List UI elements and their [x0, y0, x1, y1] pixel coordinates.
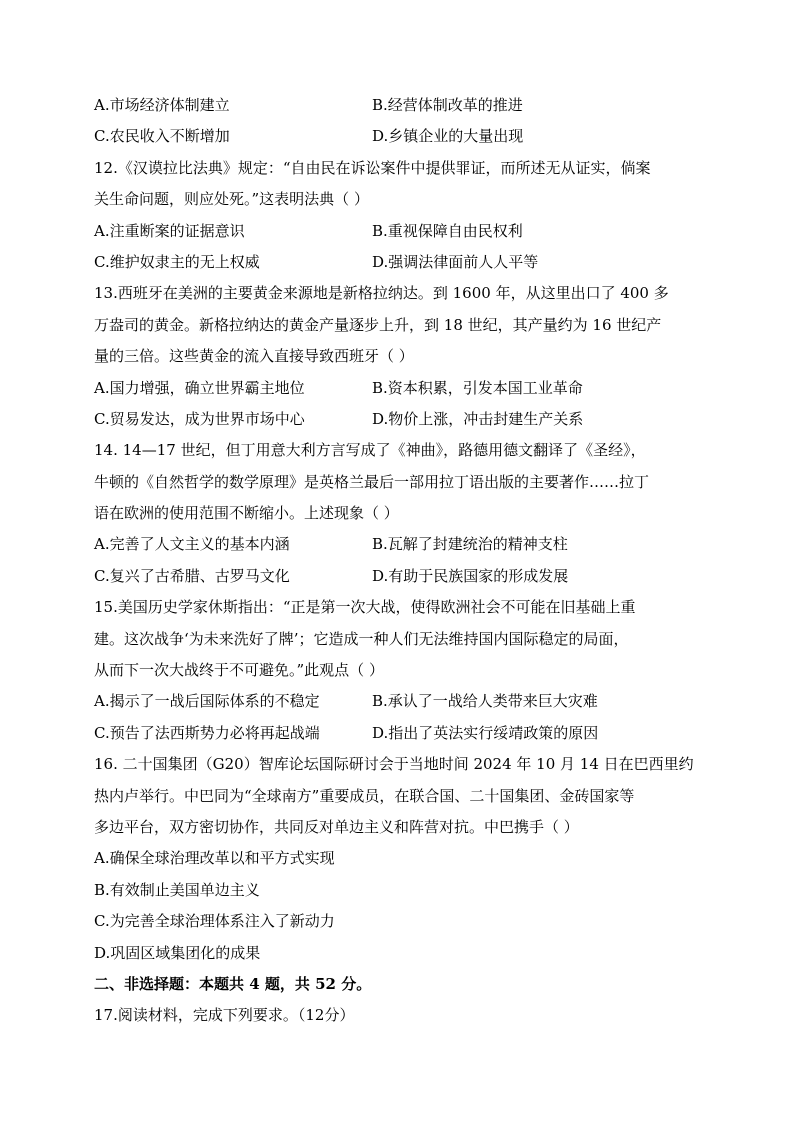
- q15-option-b: B.承认了一战给人类带来巨大灾难: [372, 692, 598, 711]
- q14-options-row-1: [94, 529, 714, 560]
- q15-stem-line-2: 建。这次战争‘为未来洗好了牌’；它造成一种人们无法维持国内国际稳定的局面，: [94, 629, 629, 648]
- q12-option-a: A.注重断案的证据意识: [94, 221, 245, 240]
- q12-options-row-2: [94, 247, 714, 278]
- q15-stem-line-3: 从而下一次大战终于不可避免。”此观点（ ）: [94, 661, 384, 680]
- q13-stem-line-2: 万盎司的黄金。新格拉纳达的黄金产量逐步上升，到 18 世纪，其产量约为 16 世纪产: [94, 315, 662, 334]
- q16-option-b: B.有效制止美国单边主义: [94, 880, 260, 899]
- q14-stem-line-2: 牛顿的《自然哲学的数学原理》是英格兰最后一部用拉丁语出版的主要著作……拉丁: [94, 472, 650, 491]
- q15-option-c: C.预告了法西斯势力必将再起战端: [94, 723, 320, 742]
- q16-stem-line-2: 热内卢举行。中巴同为“全球南方”重要成员，在联合国、二十国集团、金砖国家等: [94, 786, 635, 805]
- q13-option-d: D.物价上涨，冲击封建生产关系: [372, 409, 584, 428]
- q15-option-d: D.指出了英法实行绥靖政策的原因: [372, 723, 599, 742]
- q13-option-a: A.国力增强，确立世界霸主地位: [94, 378, 305, 397]
- q13-option-c: C.贸易发达，成为世界市场中心: [94, 409, 305, 428]
- q15-options-row-1: [94, 686, 714, 717]
- q14-stem-line-1: 14. 14—17 世纪，但丁用意大利方言写成了《神曲》，路德用德文翻译了《圣经》，: [94, 441, 646, 460]
- q12-option-b: B.重视保障自由民权利: [372, 221, 523, 240]
- q11-option-b: B.经营体制改革的推进: [372, 96, 523, 114]
- q16-option-c: C.为完善全球治理体系注入了新动力: [94, 912, 335, 931]
- q15-option-a: A.揭示了一战后国际体系的不稳定: [94, 692, 320, 711]
- q14-option-b: B.瓦解了封建统治的精神支柱: [372, 535, 568, 554]
- q16-option-d: D.巩固区域集团化的成果: [94, 943, 261, 962]
- q15-options-row-2: [94, 718, 714, 749]
- q11-options-row-2: [94, 121, 714, 152]
- q13-options-row-1: [94, 373, 714, 404]
- q14-option-c: C.复兴了古希腊、古罗马文化: [94, 566, 290, 585]
- q11-options-row-1: [94, 90, 714, 121]
- q13-stem-line-3: 量的三倍。这些黄金的流入直接导致西班牙（ ）: [94, 347, 414, 366]
- q11-option-c: C.农民收入不断增加: [94, 127, 230, 146]
- q14-option-a: A.完善了人文主义的基本内涵: [94, 535, 290, 554]
- q16-stem-line-3: 多边平台，双方密切协作，共同反对单边主义和阵营对抗。中巴携手（ ）: [94, 817, 579, 836]
- q13-options-row-2: [94, 404, 714, 435]
- q11-option-a: A.市场经济体制建立: [94, 96, 230, 114]
- q12-options-row-1: [94, 216, 714, 247]
- section-2-heading: 二、非选择题：本题共 4 题，共 52 分。: [94, 974, 372, 993]
- q12-stem-line-2: 关生命问题，则应处死。”这表明法典（ ）: [94, 190, 369, 209]
- q15-stem-line-1: 15.美国历史学家休斯指出：“正是第一次大战，使得欧洲社会不可能在旧基础上重: [94, 598, 636, 617]
- q17-stem: 17.阅读材料，完成下列要求。（12分）: [94, 1006, 355, 1025]
- q11-option-d: D.乡镇企业的大量出现: [372, 127, 524, 146]
- q14-options-row-2: [94, 561, 714, 592]
- q13-option-b: B.资本积累，引发本国工业革命: [372, 378, 583, 397]
- q16-option-a: A.确保全球治理改革以和平方式实现: [94, 849, 335, 868]
- q12-option-d: D.强调法律面前人人平等: [372, 252, 539, 271]
- q14-option-d: D.有助于民族国家的形成发展: [372, 566, 569, 585]
- q14-stem-line-3: 语在欧洲的使用范围不断缩小。上述现象（ ）: [94, 504, 399, 523]
- q12-stem-line-1: 12.《汉谟拉比法典》规定：“自由民在诉讼案件中提供罪证，而所述无从证实，倘案: [94, 158, 651, 177]
- q13-stem-line-1: 13.西班牙在美洲的主要黄金来源地是新格拉纳达。到 1600 年，从这里出口了 400 多: [94, 284, 669, 303]
- q16-stem-line-1: 16. 二十国集团（G20）智库论坛国际研讨会于当地时间 2024 年 10 月 14 日在巴西里约: [94, 755, 694, 774]
- q12-option-c: C.维护奴隶主的无上权威: [94, 252, 260, 271]
- exam-page: [94, 90, 714, 1032]
